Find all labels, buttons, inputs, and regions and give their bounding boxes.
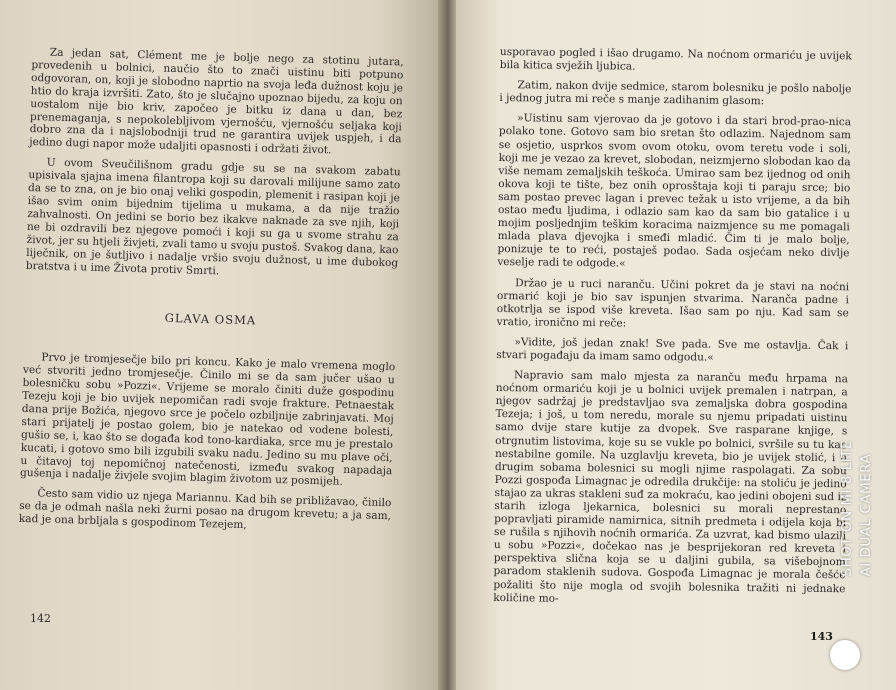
right-page-number: 143 xyxy=(810,630,833,643)
watermark-line-2: AI DUAL CAMERA xyxy=(857,453,874,577)
right-paragraph-1: usporavao pogled i išao drugamo. Na noćnom ormariću je uvijek bila kitica svježih ljubica. xyxy=(499,46,852,73)
right-paragraph-5: »Vidite, još jedan znak! Sve pada. Sve me ostavlja. Čak i stvari pogađaju da imam samo odgodu.« xyxy=(496,336,849,364)
left-paragraph-1: Za jedan sat, Clément me je bolje nego za stotinu jutara, provedenih u bolnici, naučio što to znači uistinu biti potpuno odgovoran, on, koji je slobodno naprtio na svoja leđa dužnost koju je htio do kraja izvršiti. Zato, što je slučajno upoznao bijedu, za koju on uostalom nije bio kriv, započeo je bitku iz dana u dan, bez prenemaganja, s nepokolebljivom vjernošću, vjernošću seljaka koji dobro zna da i najslobodniji trud ne garantira uvijek uspjeh, i da jedino dugi napor može udaljiti opasnosti i održati život. xyxy=(29,46,404,157)
watermark-circle-icon xyxy=(830,640,860,670)
right-paragraph-6: Napravio sam malo mjesta za naranču među hrpama na noćnom ormariću koji je u bolnici uvijek premalen i natrpan, a njegov sadržaj je predstavljao sva zemaljska dobra gospodina Tezeja; i još, u tom neredu, morale su njemu pripadati uistinu samo dvije stare kutije za dvopek. Sve rasparane knjige, s otrgnutim listovima, koje su se vukle po bolnici, svršile su tu kao nestabilne gomile. Na uzglavlju kreveta, bio je uvijek stolić, i u drugim sobama bolesnici su mogli njime raspolagati. Za sobu Pozzi gospođa Limagnac je odredila drukčije: na stoliću je jedino stajao za ukras stakleni suđ za mokraću, kao jedini obojeni sud iz starih izloga ljekarnica, bolesnici su morali neprestano popravljati piramide namirnica, sitnih predmeta i odijela koja bi se rušila s njihovih noćnih ormarića. Za uzvrat, kad bismo ulazili u sobu »Pozzi«, dočekao nas je besprijekoran red kreveta i perspektiva slična koja se u daljini gubila, sa višebojnom paradom staklenih sudova. Gospođa Limagnac je morala češće požaliti što nije mogla od svojih bolesnika tražiti ni jednake količine mo- xyxy=(493,369,849,605)
chapter-title: GLAVA OSMA xyxy=(164,311,257,328)
left-paragraph-2: U ovom Sveučilišnom gradu gdje su se na svakom zabatu upisivala sjajna imena filantropa koji su darovali milijune samo zato da se to zna, on je bio onaj veliki gospodin, plemenit i rasipan koji je išao svim onim bijednim tijelima u mukama, a da nije tražio zahvalnosti. On jedini se borio bez ikakve naknade za sve njih, koji ne bi ozdravili bez njegove pomoći i koji su ga u svome strahu za život, jer su htjeli živjeti, zvali tamo u svoju pustoš. Svakog dana, kao liječnik, on je šutljivo i nadalje vršio svoju dužnost, u ime dubokog bratstva i u ime Života protiv Smrti. xyxy=(25,156,401,277)
left-paragraph-3: Prvo je tromjesečje bilo pri koncu. Kako je malo vremena moglo već stvoriti jedno tromjesečje. Činilo mi se da sam jučer ušao u bolesničku sobu »Pozzi«. Vrijeme se moralo činiti duže gospodinu Tezeju koji je bio uvijek nepomičan radi svoje frakture. Petnaestak dana prije Božića, njegovo srce je počelo ozbiljnije zabrinjavati. Moj stari prijatelj je postao golem, bio je natekao od vodene bolesti, gušio se, i, kao što se događa kod tono-kardiaka, srce mu je prestalo kucati, i gotovo smo bili izgubili svaku nadu. Jedino su mu plave oči, u čitavoj toj nepomičnoj natečenosti, između svakog napadaja gušenja i nadalje živjele svojim blagim životom uz posmijeh. xyxy=(19,351,396,489)
right-page-text xyxy=(493,46,852,616)
right-paragraph-3: »Uistinu sam vjerovao da je gotovo i da stari brod-prao-nica polako tone. Gotovo sam bio sretan što odlazim. Najednom sam se osjetio, usprkos svom ovom otoku, ovom teretu vode i soli, koji me je vezao za krevet, slobodan, neizmjerno slobodan kao da više nemam zemaljskih teškoća. Umirao sam bez ijednog od onih okova koji te tište, bez onih oprosštaja koji ti paraju srce; bio sam postao prevec lagan i prevec težak u isto vrijeme, a da bih ostao među ljudima, i odlazio sam kao da sam bio gatalice i u mojim posljednjim teškim koracima naizmjence su me pomagali mlada plava djevojka i smeđi mladić. Čim ti je malo bolje, ponizuje te to reći, postaješ podao. Sada osjećam neko divlje veselje radi te odgode.« xyxy=(497,112,852,270)
left-page-text xyxy=(18,46,403,543)
left-page xyxy=(0,0,445,690)
left-paragraph-4: Često sam vidio uz njega Mariannu. Kad bih se približavao, činilo se da je odmah našla neki žurni posao na drugom krevetu; a ja sam, kad je ona brbljala s gospodinom Tezejem, xyxy=(18,487,392,532)
right-page xyxy=(456,0,896,690)
watermark-line-1: SHOT ON MI 8 LITE xyxy=(838,440,855,577)
right-paragraph-4: Držao je u ruci naranču. Učini pokret da je stavi na noćni ormarić koji je bio sav ispunjen stvarima. Naranča padne i otkotrlja se ispod više kreveta. Išao sam po nju. Kad sam se vratio, ironično mi reče: xyxy=(496,276,850,330)
camera-watermark xyxy=(836,440,876,620)
right-paragraph-2: Zatim, nakon dvije sedmice, starom bolesniku je pošlo nabolje i jednog jutra mi reče s manje zadihanim glasom: xyxy=(499,79,852,108)
left-page-number: 142 xyxy=(30,612,51,625)
